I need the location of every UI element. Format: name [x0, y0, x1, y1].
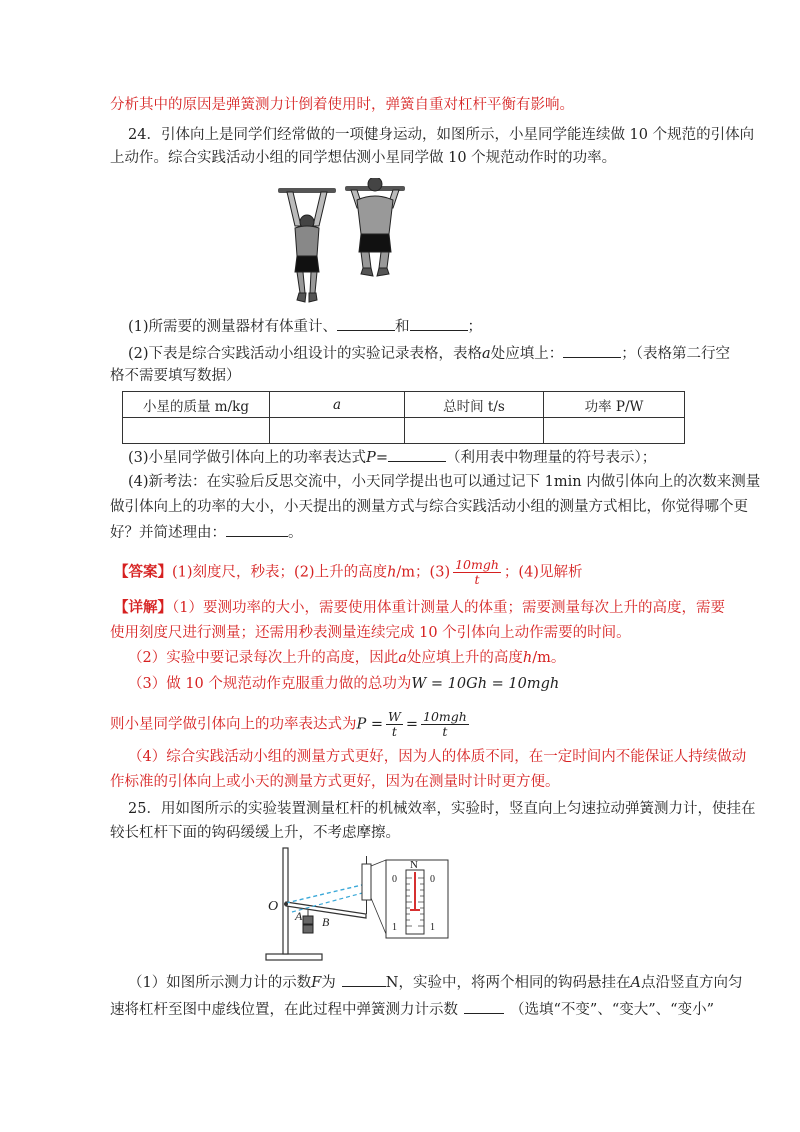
- detail4-fraction1: [386, 710, 403, 739]
- answer-frac-den: t: [474, 572, 480, 587]
- q25-stem-line1: 25．用如图所示的实验装置测量杠杆的机械效率，实验时，竖直向上匀速拉动弹簧测力计，使挂在: [128, 801, 756, 817]
- lever-apparatus-figure: [262, 846, 452, 964]
- q25-sub1-wei: 为: [321, 975, 336, 991]
- detail1-text: （1）要测功率的大小，需要使用体重计测量人的体重；需要测量每次上升的高度，需要: [172, 600, 725, 616]
- q24-sub1-blank1[interactable]: [337, 316, 395, 331]
- q24-sub3-eq: =: [375, 450, 388, 466]
- label-zero-left: 0: [392, 874, 397, 885]
- label-A: A: [295, 909, 303, 923]
- q25-stem-line2: 较长杠杆下面的钩码缓缓上升，不考虑摩擦。: [110, 825, 400, 841]
- q24-detail-line1b: 使用刻度尺进行测量；还需用秒表测量连续完成 10 个引体向上动作需要的时间。: [110, 625, 631, 641]
- cell-mass[interactable]: [123, 418, 270, 444]
- q24-sub4-line2: 做引体向上的功率的大小，小天提出的测量方式与综合实践活动小组的测量方式相比，你觉得哪个更: [110, 499, 748, 515]
- weight-1: [303, 916, 313, 924]
- q24-detail-line2: [128, 648, 565, 668]
- answer-frac-num: 10mgh: [455, 557, 499, 572]
- spring-scale-small: [362, 864, 371, 900]
- q24-sub1: [128, 316, 482, 337]
- q24-sub4-blank[interactable]: [226, 522, 288, 537]
- q24-detail-line3: [128, 674, 559, 694]
- q24-sub4-end: 。: [288, 525, 303, 541]
- q24-sub3-blank[interactable]: [388, 447, 446, 462]
- q24-sub3-p: P: [366, 450, 376, 466]
- label-zero-right: 0: [430, 874, 435, 885]
- detail-label: 【详解】: [114, 599, 172, 616]
- detail4-p: P =: [356, 716, 384, 733]
- q25-sub1-blank2[interactable]: [464, 999, 504, 1014]
- answer-fraction: [453, 558, 501, 587]
- detail4-f2-den: t: [442, 724, 448, 739]
- zoom-line-bottom: [371, 898, 386, 934]
- q25-sub1-line2-options: （选填“不变”、“变大”、“变小”: [510, 1002, 714, 1018]
- answer-text1: (1)刻度尺，秒表；(2)上升的高度: [172, 564, 388, 581]
- label-O: O: [268, 899, 279, 914]
- detail2-post: 处应填上升的高度: [406, 650, 523, 666]
- record-table-data-row: [123, 418, 685, 444]
- q24-sub2-blank[interactable]: [563, 343, 621, 358]
- q25-sub1-A: A: [630, 975, 641, 991]
- detail4-f1-den: t: [391, 724, 397, 739]
- hanging-athlete: [287, 192, 327, 302]
- answer-label: 【答案】: [114, 563, 172, 581]
- q25-sub1-blank1[interactable]: [342, 972, 386, 987]
- label-one-left: 1: [392, 922, 397, 933]
- q25-sub1-line1: [128, 972, 742, 993]
- label-B: B: [322, 915, 330, 929]
- detail2-h: h: [522, 650, 533, 666]
- detail4-text: 则小星同学做引体向上的功率表达式为: [110, 716, 357, 733]
- q25-sub1-line2: [110, 999, 714, 1020]
- lever-dashed-position: [286, 884, 366, 903]
- record-table-header-row: [123, 392, 685, 418]
- q24-sub4-text: 好？并简述理由：: [110, 525, 226, 541]
- pulled-up-athlete: [351, 178, 399, 276]
- stand-base: [266, 954, 322, 960]
- answer-text3: /m；(3): [396, 564, 451, 581]
- stand-pole: [283, 848, 288, 954]
- detail2-end: /m。: [532, 650, 566, 666]
- q25-sub1-c: N，实验中，将两个相同的钩码悬挂在: [385, 975, 631, 991]
- answer-h: h: [387, 564, 397, 581]
- q24-sub1-text: (1)所需要的测量器材有体重计、: [128, 319, 338, 335]
- detail2-var-a: a: [398, 650, 407, 666]
- detail4-eq: =: [405, 716, 419, 733]
- q24-answer: [114, 558, 582, 587]
- q25-sub1-F: F: [311, 975, 322, 991]
- q24-sub3-end: （利用表中物理量的符号表示）；: [445, 450, 657, 466]
- detail3-text: （3）做 10 个规范动作克服重力做的总功为: [128, 676, 412, 692]
- q24-sub3-text: (3)小星同学做引体向上的功率表达式: [128, 450, 367, 466]
- pullup-figure: [275, 178, 410, 308]
- cell-time[interactable]: [405, 418, 544, 444]
- q24-sub1-blank2[interactable]: [410, 316, 468, 331]
- q24-sub4-line3: [110, 522, 303, 543]
- header-mass: 小星的质量 m/kg: [123, 392, 270, 418]
- q24-detail-line5a: （4）综合实践活动小组的测量方式更好，因为人的体质不同，在一定时间内不能保证人持续做动: [128, 749, 747, 765]
- q24-sub2-text: (2)下表是综合实践活动小组设计的实验记录表格，表格: [128, 346, 483, 362]
- q24-sub4-line1: (4)新考法：在实验后反思交流中，小天同学提出也可以通过记下 1min 内做引体向上的次数来测量: [128, 474, 761, 490]
- q24-sub2-end: ；（表格第二行空: [621, 346, 730, 362]
- q24-stem-line1: 24．引体向上是同学们经常做的一项健身运动，如图所示，小星同学能连续做 10 个规范的引体向: [128, 127, 755, 143]
- q24-sub1-end: ；: [467, 319, 483, 335]
- cell-a[interactable]: [270, 418, 405, 444]
- q25-sub1-text: （1）如图所示测力计的示数: [128, 975, 312, 991]
- detail4-f2-num: 10mgh: [423, 709, 467, 724]
- q24-detail-line1: [114, 598, 725, 618]
- header-a: a: [270, 392, 405, 418]
- intro-analysis-text: 分析其中的原因是弹簧测力计倒着使用时，弹簧自重对杠杆平衡有影响。: [110, 97, 574, 113]
- q25-sub1-line2-text: 速将杠杆至图中虚线位置，在此过程中弹簧测力计示数: [110, 1002, 458, 1018]
- q24-sub2-var-a: a: [482, 346, 491, 362]
- q24-detail-line4: [110, 710, 472, 739]
- detail4-fraction2: [421, 710, 469, 739]
- detail2-text: （2）实验中要记录每次上升的高度，因此: [128, 650, 399, 666]
- q24-sub2-line2: 格不需要填写数据）: [110, 368, 241, 384]
- q24-sub3: [128, 447, 656, 468]
- q24-sub2: [128, 343, 730, 364]
- q24-sub2-post: 处应填上：: [490, 346, 564, 362]
- label-one-right: 1: [430, 922, 435, 933]
- cell-power[interactable]: [544, 418, 685, 444]
- q24-stem-line2: 上动作。综合实践活动小组的同学想估测小星同学做 10 个规范动作时的功率。: [110, 150, 617, 166]
- label-N: N: [410, 859, 418, 871]
- record-table: [122, 391, 685, 444]
- header-power: 功率 P/W: [544, 392, 685, 418]
- q24-sub1-and: 和: [395, 319, 410, 335]
- q24-detail-line5b: 作标准的引体向上或小天的测量方式更好，因为在测量时计时更方便。: [110, 774, 560, 790]
- detail4-f1-num: W: [388, 709, 401, 724]
- zoom-line-top: [371, 860, 386, 866]
- pivot-point: [284, 902, 288, 906]
- detail3-formula: W = 10Gh = 10mgh: [411, 676, 560, 692]
- header-time: 总时间 t/s: [405, 392, 544, 418]
- q25-sub1-d: 点沿竖直方向匀: [640, 975, 743, 991]
- weight-2: [303, 925, 313, 933]
- answer-text4: ；(4)见解析: [503, 564, 583, 581]
